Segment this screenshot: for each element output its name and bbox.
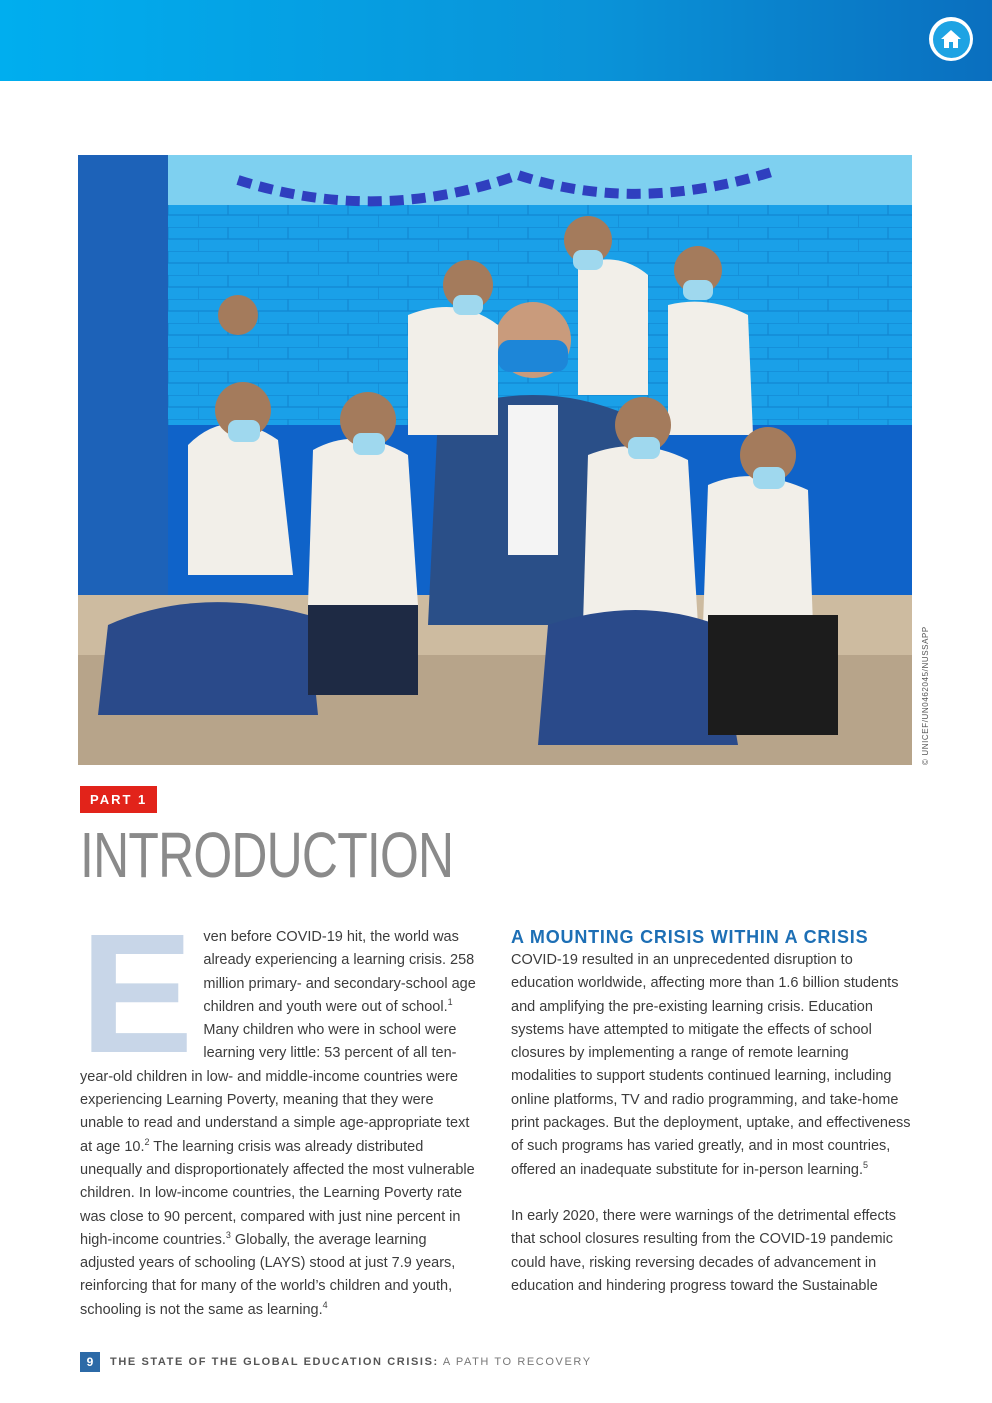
intro-paragraph: ven before COVID-19 hit, the world was already experiencing a learning crisis. 258 million primary- and secondary-school age children and youth were out of school.$^1$ Many children who were in school were learning very little: 53 percent of all ten-year-old children in low- and middle-income countries were experiencing Learning Poverty, meaning that they were unable to read and understand a simple age-appropriate text at age 10.$^2$ The learning crisis was already distributed unequally and disproportionately affected the most vulnerable children. In low-income countries, the Learning Poverty rate was close to 90 percent, compared with just nine percent in high-income countries.$^3$ Globally, the average learning adjusted years of schooling (LAYS) stood at just 7.9 years, reinforcing that for many of the world’s children and youth, schooling is not the same as learning.$^4$ [80,929,476,1318]
body-paragraph: COVID-19 resulted in an unprecedented disruption to education worldwide, affecting more than 1.6 billion students and amplifying the pre-existing learning crisis. Education systems have attempted to mitigate the effects of school closures by implementing a range of remote learning modalities to support students continued learning, including online platforms, TV and radio programming, and take-home print packages. But the deployment, uptake, and effectiveness of such programs has varied greatly, and in most countries, offered an inadequate substitute for in-person learning.$^5$ [511,952,911,1178]
section-subheading: A MOUNTING CRISIS WITHIN A CRISIS [511,927,869,947]
cover-photo [78,155,912,765]
footnote-ref[interactable]: 3 [225,1230,231,1241]
body-paragraph: In early 2020, there were warnings of the detrimental effects that school closures resulting from the COVID-19 pandemic could have, risking reversing decades of advancement in education and hindering progress toward the Sustainable [511,1207,897,1294]
home-button[interactable] [929,17,973,61]
part-label: PART 1 [80,786,157,813]
report-title: THE STATE OF THE GLOBAL EDUCATION CRISIS: A PATH TO RECOVERY [110,1356,592,1368]
footnote-ref[interactable]: 1 [447,997,453,1008]
page-footer [80,1352,592,1372]
right-column [511,926,911,1298]
drop-cap: E [80,899,194,1089]
footnote-ref[interactable]: 4 [322,1299,328,1310]
page-number: 9 [80,1352,100,1372]
home-icon [933,21,970,58]
page-title: INTRODUCTION [80,819,454,891]
footnote-ref[interactable]: 5 [863,1159,869,1170]
photo-credit: © UNICEF/UN0462045/NUSSAPP [921,626,930,765]
footnote-ref[interactable]: 2 [144,1136,150,1147]
left-column [80,899,480,1322]
header-bar [0,0,992,81]
